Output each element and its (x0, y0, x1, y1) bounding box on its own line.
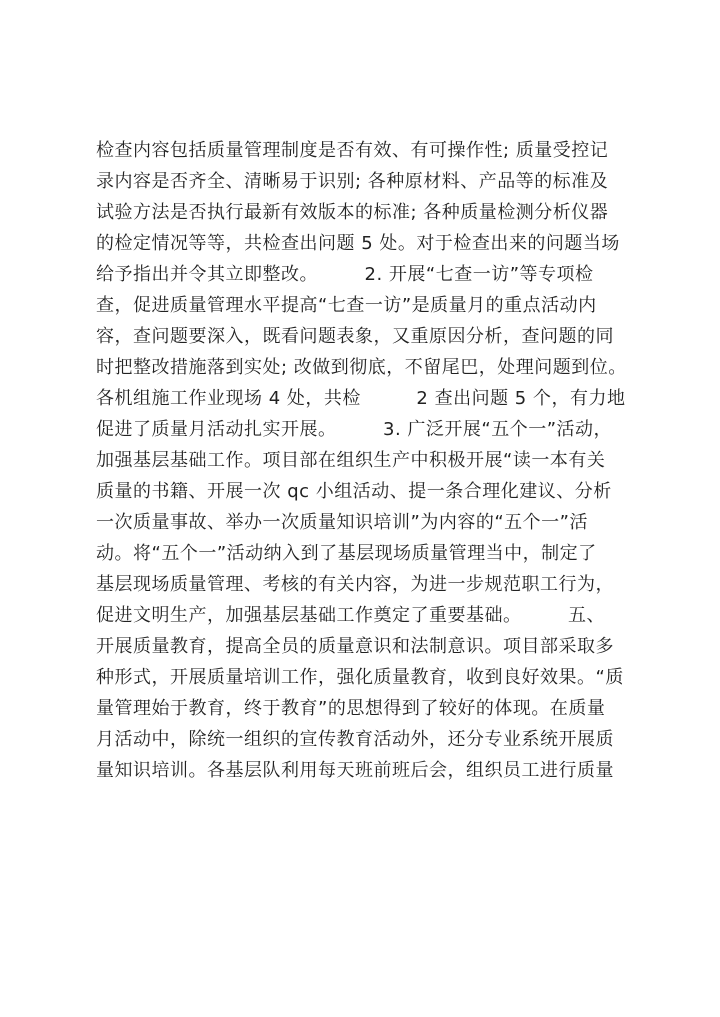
text-line: 促进文明生产，加强基层基础工作奠定了重要基础。 五、 (96, 605, 605, 626)
text-line: 检查内容包括质量管理制度是否有效、有可操作性; 质量受控记 (96, 140, 609, 161)
text-line: 促进了质量月活动扎实开展。 3. 广泛开展“五个一”活动， (96, 419, 613, 440)
text-line: 查，促进质量管理水平提高“七查一访”是质量月的重点活动内 (96, 295, 597, 316)
text-line: 加强基层基础工作。项目部在组织生产中积极开展“读一本有关 (96, 450, 606, 471)
text-line: 时把整改措施落到实处; 改做到彻底，不留尾巴，处理问题到位。 (96, 357, 627, 378)
text-line: 录内容是否齐全、清晰易于识别; 各种原材料、产品等的标准及 (96, 171, 609, 192)
text-line: 容，查问题要深入，既看问题表象，又重原因分析，查问题的同 (96, 326, 614, 347)
body-text (96, 135, 656, 786)
text-line: 质量的书籍、开展一次 qc 小组活动、提一条合理化建议、分析 (96, 481, 612, 502)
text-line: 量知识培训。各基层队利用每天班前班后会，组织员工进行质量 (96, 760, 614, 781)
text-line: 试验方法是否执行最新有效版本的标准; 各种质量检测分析仪器 (96, 202, 609, 223)
text-line: 种形式，开展质量培训工作，强化质量教育，收到良好效果。“质 (96, 667, 624, 688)
text-line: 一次质量事故、举办一次质量知识培训”为内容的“五个一”活 (96, 512, 588, 533)
text-line: 动。将“五个一”活动纳入到了基层现场质量管理当中，制定了 (96, 543, 597, 564)
text-line: 开展质量教育，提高全员的质量意识和法制意识。项目部采取多 (96, 636, 614, 657)
text-line: 的检定情况等等，共检查出问题 5 处。对于检查出来的问题当场 (96, 233, 620, 254)
text-line: 基层现场质量管理、考核的有关内容，为进一步规范职工行为， (96, 574, 614, 595)
text-line: 给予指出并令其立即整改。 2. 开展“七查一访”等专项检 (96, 264, 594, 285)
text-line: 各机组施工作业现场 4 处，共检 2 查出问题 5 个，有力地 (96, 388, 626, 409)
text-line: 量管理始于教育，终于教育”的思想得到了较好的体现。在质量 (96, 698, 606, 719)
text-line: 月活动中，除统一组织的宣传教育活动外，还分专业系统开展质 (96, 729, 614, 750)
